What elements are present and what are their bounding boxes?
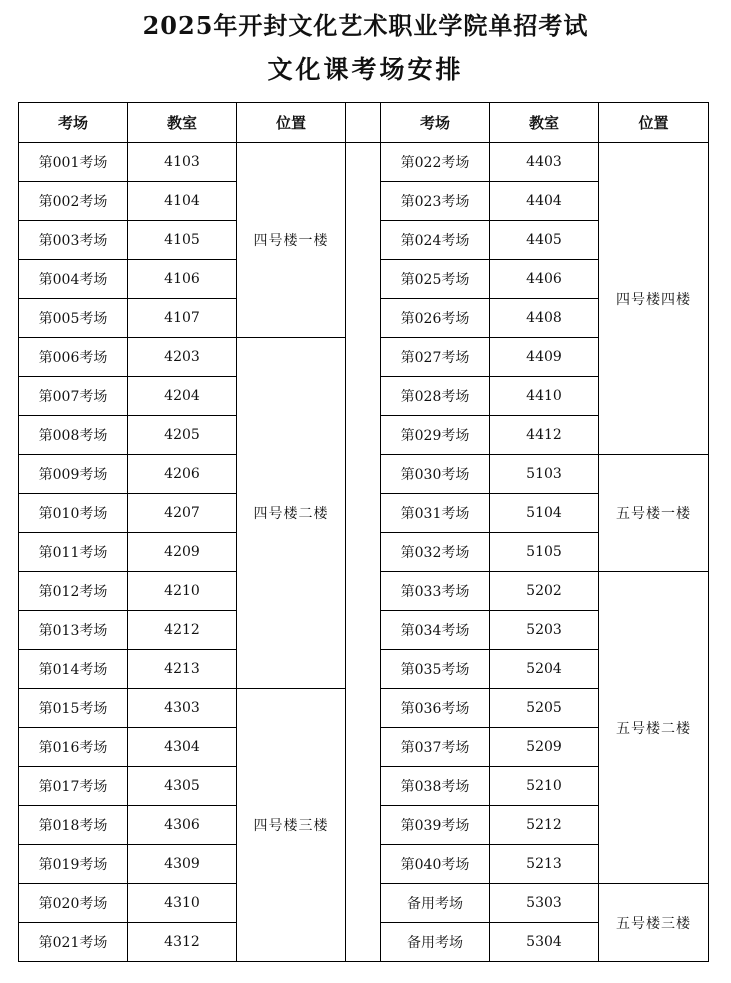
room-cell-right: 第022考场 xyxy=(381,143,490,182)
classroom-cell: 4105 xyxy=(128,221,237,260)
classroom-cell-right: 5203 xyxy=(490,611,599,650)
room-cell-right: 第030考场 xyxy=(381,455,490,494)
room-cell-right: 第028考场 xyxy=(381,377,490,416)
room-cell-right: 第040考场 xyxy=(381,845,490,884)
room-cell: 第019考场 xyxy=(19,845,128,884)
classroom-cell-right: 5202 xyxy=(490,572,599,611)
classroom-cell: 4306 xyxy=(128,806,237,845)
room-cell: 第005考场 xyxy=(19,299,128,338)
classroom-cell: 4213 xyxy=(128,650,237,689)
header-location: 位置 xyxy=(237,103,346,143)
room-cell: 第018考场 xyxy=(19,806,128,845)
room-cell: 第012考场 xyxy=(19,572,128,611)
classroom-cell-right: 4408 xyxy=(490,299,599,338)
classroom-cell-right: 5209 xyxy=(490,728,599,767)
table-row xyxy=(19,143,709,182)
header-room-right: 考场 xyxy=(381,103,490,143)
room-cell-right: 第037考场 xyxy=(381,728,490,767)
classroom-cell-right: 4410 xyxy=(490,377,599,416)
room-cell: 第016考场 xyxy=(19,728,128,767)
room-cell: 第004考场 xyxy=(19,260,128,299)
room-cell: 第017考场 xyxy=(19,767,128,806)
room-cell-right: 第024考场 xyxy=(381,221,490,260)
header-room: 考场 xyxy=(19,103,128,143)
room-cell-right: 第038考场 xyxy=(381,767,490,806)
header-location-right: 位置 xyxy=(599,103,709,143)
classroom-cell: 4203 xyxy=(128,338,237,377)
room-cell: 第021考场 xyxy=(19,923,128,962)
room-cell-right: 第029考场 xyxy=(381,416,490,455)
classroom-cell: 4312 xyxy=(128,923,237,962)
room-cell: 第002考场 xyxy=(19,182,128,221)
classroom-cell: 4303 xyxy=(128,689,237,728)
room-cell: 第006考场 xyxy=(19,338,128,377)
page-subtitle: 文化课考场安排 xyxy=(267,55,464,84)
room-cell: 第015考场 xyxy=(19,689,128,728)
classroom-cell: 4209 xyxy=(128,533,237,572)
location-cell: 四号楼一楼 xyxy=(237,143,346,338)
room-cell-right: 备用考场 xyxy=(381,884,490,923)
classroom-cell: 4206 xyxy=(128,455,237,494)
classroom-cell-right: 5103 xyxy=(490,455,599,494)
room-cell: 第014考场 xyxy=(19,650,128,689)
header-classroom-right: 教室 xyxy=(490,103,599,143)
location-cell: 四号楼二楼 xyxy=(237,338,346,689)
room-cell-right: 第034考场 xyxy=(381,611,490,650)
classroom-cell: 4210 xyxy=(128,572,237,611)
classroom-cell-right: 4406 xyxy=(490,260,599,299)
room-cell-right: 备用考场 xyxy=(381,923,490,962)
classroom-cell: 4305 xyxy=(128,767,237,806)
gap-column xyxy=(346,143,381,962)
classroom-cell-right: 4405 xyxy=(490,221,599,260)
classroom-cell: 4212 xyxy=(128,611,237,650)
location-cell-right: 四号楼四楼 xyxy=(599,143,709,455)
header-classroom: 教室 xyxy=(128,103,237,143)
classroom-cell: 4107 xyxy=(128,299,237,338)
room-cell: 第003考场 xyxy=(19,221,128,260)
room-cell: 第020考场 xyxy=(19,884,128,923)
classroom-cell: 4205 xyxy=(128,416,237,455)
room-cell-right: 第025考场 xyxy=(381,260,490,299)
classroom-cell-right: 5304 xyxy=(490,923,599,962)
exam-room-table xyxy=(18,102,709,962)
classroom-cell: 4207 xyxy=(128,494,237,533)
classroom-cell: 4103 xyxy=(128,143,237,182)
classroom-cell-right: 5204 xyxy=(490,650,599,689)
room-cell: 第010考场 xyxy=(19,494,128,533)
classroom-cell: 4106 xyxy=(128,260,237,299)
room-cell-right: 第036考场 xyxy=(381,689,490,728)
classroom-cell-right: 5210 xyxy=(490,767,599,806)
classroom-cell-right: 4404 xyxy=(490,182,599,221)
page-title: 2025年开封文化艺术职业学院单招考试 xyxy=(142,11,589,40)
location-cell-right: 五号楼一楼 xyxy=(599,455,709,572)
room-cell-right: 第027考场 xyxy=(381,338,490,377)
room-cell: 第011考场 xyxy=(19,533,128,572)
room-cell: 第001考场 xyxy=(19,143,128,182)
classroom-cell-right: 4403 xyxy=(490,143,599,182)
room-cell-right: 第031考场 xyxy=(381,494,490,533)
classroom-cell: 4204 xyxy=(128,377,237,416)
room-cell-right: 第033考场 xyxy=(381,572,490,611)
table-body xyxy=(19,143,709,962)
classroom-cell-right: 4412 xyxy=(490,416,599,455)
room-cell-right: 第032考场 xyxy=(381,533,490,572)
classroom-cell: 4310 xyxy=(128,884,237,923)
room-cell: 第008考场 xyxy=(19,416,128,455)
classroom-cell: 4304 xyxy=(128,728,237,767)
classroom-cell-right: 5205 xyxy=(490,689,599,728)
room-cell: 第013考场 xyxy=(19,611,128,650)
location-cell-right: 五号楼三楼 xyxy=(599,884,709,962)
classroom-cell-right: 5212 xyxy=(490,806,599,845)
classroom-cell: 4104 xyxy=(128,182,237,221)
room-cell-right: 第023考场 xyxy=(381,182,490,221)
room-cell-right: 第035考场 xyxy=(381,650,490,689)
classroom-cell-right: 5105 xyxy=(490,533,599,572)
room-cell: 第009考场 xyxy=(19,455,128,494)
location-cell-right: 五号楼二楼 xyxy=(599,572,709,884)
classroom-cell: 4309 xyxy=(128,845,237,884)
room-cell: 第007考场 xyxy=(19,377,128,416)
room-cell-right: 第026考场 xyxy=(381,299,490,338)
room-cell-right: 第039考场 xyxy=(381,806,490,845)
location-cell: 四号楼三楼 xyxy=(237,689,346,962)
table-header-row xyxy=(19,103,709,143)
header-gap xyxy=(346,103,381,143)
classroom-cell-right: 5303 xyxy=(490,884,599,923)
classroom-cell-right: 5104 xyxy=(490,494,599,533)
classroom-cell-right: 5213 xyxy=(490,845,599,884)
classroom-cell-right: 4409 xyxy=(490,338,599,377)
